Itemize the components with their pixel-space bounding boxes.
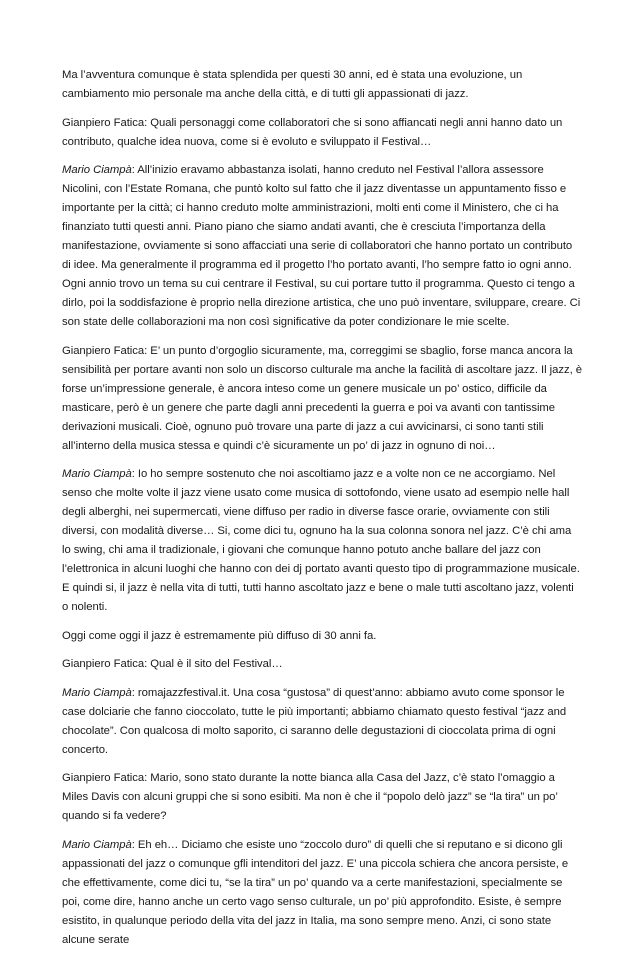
paragraph-text: : All’inizio eravamo abbastanza isolati, hanno creduto nel Festival l’allora assessore Nicolini, con l’Estate Romana, che puntò kolto sul fatto che il jazz diventasse un appuntamento fisso e importante per la città; ci hanno creduto molte amministrazioni, molti enti come il Ministero, che ci ha finanziato tutti questi anni. Piano piano che siamo andati avanti, che è cresciuta l’importanza della manifestazione, ovviamente si sono affacciati una serie di collaboratori che hanno portato un contributo di idee. Ma generalmente il programma ed il progetto l’ho portato avanti, l’ho sempre fatto io ogni anno. Ogni annio trovo un tema su cui centrare il Festival, su cui portare tutto il programma. Questo ci tengo a dirlo, poi la soddisfazione è proprio nella direzione artistica, che uno può inventare, sviluppare, creare. Ci son state delle collaborazioni ma non così significative da poter condizionare le mie scelte. (62, 164, 581, 328)
paragraph-8 (62, 684, 582, 760)
paragraph-text: : Io ho sempre sostenuto che noi ascoltiamo jazz e a volte non ce ne accorgiamo. Nel senso che molte volte il jazz viene usato come musica di sottofondo, viene usato ad esempio nelle hall degli alberghi, nei supermercati, viene diffuso per radio in diverse fasce orarie, ovviamente con stili diversi, con modalità diverse… Si, come dici tu, ognuno ha la sua colonna sonora nel jazz. C’è chi ama lo swing, chi ama il tradizionale, i giovani che comunque hanno potuto anche ballare del jazz con l’elettronica in alcuni luoghi che hanno con dei dj portato avanti questo tipo di programmazione musicale. E quindi si, il jazz è nella vita di tutti, tutti hanno ascoltato jazz e bene o male tutti ascoltano jazz, volenti o nolenti. (62, 468, 580, 613)
paragraph-text: : romajazzfestival.it. Una cosa “gustosa” di quest’anno: abbiamo avuto come sponsor le case dolciarie che fanno cioccolato, tutte le più importanti; abbiamo chiamato questo festival “jazz and chocolate”. Con qualcosa di molto saporito, ci saranno delle degustazioni di cioccolata prima di ogni concerto. (62, 686, 567, 756)
paragraph-9 (62, 769, 582, 826)
paragraph-7 (62, 655, 582, 674)
paragraph-text: : Eh eh… Diciamo che esiste uno “zoccolo duro” di quelli che si reputano e si dicono gli appassionati del jazz o comunque gfli intenditori del jazz. E’ una piccola schiera che ancora persiste, e che effettivamente, come dici tu, “se la tira” un po’ quando va a certe manifestazioni, specialmente se poi, come dire, hanno anche un certo vago senso culturale, un po’ più approfondito. Esiste, è sempre esistito, in qualunque periodo della vita del jazz in Italia, ma sono sempre meno. Anzi, ci sono state alcune serate (62, 838, 569, 946)
paragraph-1 (62, 66, 582, 104)
paragraph-4 (62, 342, 582, 456)
paragraph-text: Gianpiero Fatica: E’ un punto d’orgoglio sicuramente, ma, correggimi se sbaglio, forse manca ancora la sensibilità per portare avanti non solo un discorso culturale ma anche la facilità di ascoltare jazz. Il jazz, è forse un’impressione generale, è ancora inteso come un genere musicale un po’ ostico, difficile da masticare, però è un genere che parte dagli anni precedenti la guerra e poi va avanti con tantissime derivazioni musicali. Cioè, ognuno può trovare una parte di jazz a cui avvicinarsi, ci sono tanti stili all’interno della musica stessa e quindi c’è sicuramente un po’ di jazz in ognuno di noi… (62, 344, 582, 452)
paragraph-3 (62, 161, 582, 332)
speaker-name: Mario Ciampà (62, 164, 132, 176)
speaker-name: Mario Ciampà (62, 686, 132, 699)
paragraph-text: Ma l’avventura comunque è stata splendida per questi 30 anni, ed è stata una evoluzione, un cambiamento mio personale ma anche della città, e di tutti gli appassionati di jazz. (62, 69, 523, 100)
document-page (62, 66, 582, 959)
paragraph-2 (62, 114, 582, 152)
paragraph-text: Oggi come oggi il jazz è estremamente più diffuso di 30 anni fa. (62, 629, 377, 642)
paragraph-10 (62, 836, 582, 950)
speaker-name: Mario Ciampà (62, 838, 132, 851)
paragraph-5 (62, 465, 582, 617)
paragraph-6 (62, 627, 582, 646)
paragraph-text: Gianpiero Fatica: Qual è il sito del Festival… (62, 658, 283, 670)
paragraph-text: Gianpiero Fatica: Mario, sono stato durante la notte bianca alla Casa del Jazz, c’è stato l’omaggio a Miles Davis con alcuni gruppi che si sono esibiti. Ma non è che il “popolo delò jazz” se “la tira” un po’ quando si fa vedere? (62, 772, 558, 822)
paragraph-text: Gianpiero Fatica: Quali personaggi come collaboratori che si sono affiancati negli anni hanno dato un contributo, qualche idea nuova, come si è evoluto e sviluppato il Festival… (62, 116, 563, 148)
speaker-name: Mario Ciampà (62, 468, 132, 480)
